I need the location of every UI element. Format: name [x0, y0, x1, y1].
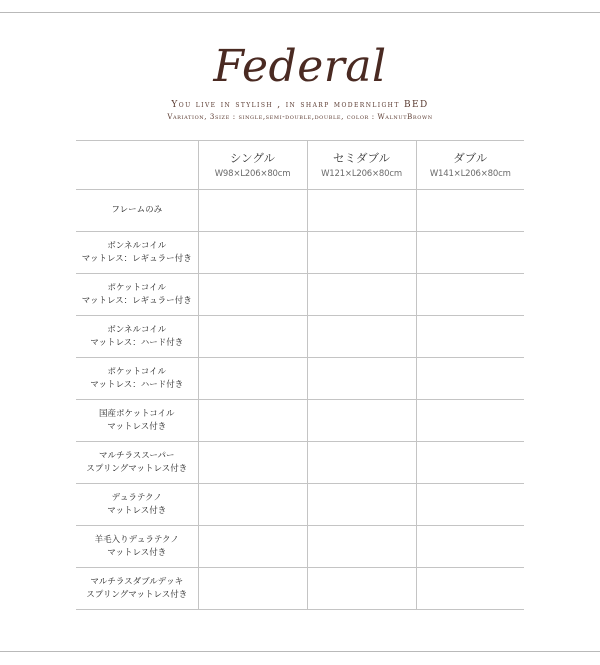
table-row	[76, 316, 524, 358]
row-label-line2: マットレス：ハード付き	[90, 337, 184, 348]
table-cell	[198, 190, 307, 232]
row-label-line1: デュラテクノ	[111, 492, 162, 503]
row-label	[76, 274, 198, 316]
table-row	[76, 232, 524, 274]
column-size-name: ダブル	[453, 150, 488, 165]
size-price-table	[76, 140, 524, 610]
row-label-line2: マットレス：レギュラー付き	[81, 295, 192, 306]
table-cell	[307, 274, 416, 316]
table-cell	[198, 316, 307, 358]
row-label-line1: ボンネルコイル	[107, 324, 167, 335]
row-label-line2: マットレス付き	[107, 547, 167, 558]
table-cell	[416, 316, 524, 358]
table-row	[76, 400, 524, 442]
top-divider	[0, 12, 600, 13]
table-cell	[307, 400, 416, 442]
table-header-row	[76, 141, 524, 190]
table-cell	[198, 568, 307, 610]
row-label-line1: マルチラスダブルデッキ	[90, 576, 184, 587]
row-label	[76, 190, 198, 232]
row-label	[76, 316, 198, 358]
row-label-line1: ポケットコイル	[107, 282, 166, 293]
row-label	[76, 232, 198, 274]
table-cell	[307, 358, 416, 400]
table-row	[76, 358, 524, 400]
table-cell	[307, 316, 416, 358]
table-cell	[198, 358, 307, 400]
row-label-line1: 国産ポケットコイル	[99, 408, 175, 419]
row-label	[76, 484, 198, 526]
table-cell	[416, 568, 524, 610]
table-cell	[198, 526, 307, 568]
table-cell	[307, 484, 416, 526]
row-label-line1: 羊毛入りデュラテクノ	[94, 534, 179, 545]
table-row	[76, 484, 524, 526]
row-label-line2: マットレス：ハード付き	[90, 379, 184, 390]
column-size-dims: W98×L206×80cm	[214, 168, 291, 179]
brand-title: Federal	[213, 41, 387, 92]
tagline: You live in stylish , in sharp modernlight BED	[171, 100, 429, 110]
row-label-line2: スプリングマットレス付き	[86, 589, 188, 600]
row-label-line1: ポケットコイル	[107, 366, 166, 377]
row-label	[76, 568, 198, 610]
column-size-name: シングル	[229, 150, 276, 165]
table-row	[76, 568, 524, 610]
table-cell	[416, 400, 524, 442]
table-cell	[198, 232, 307, 274]
table-cell	[307, 568, 416, 610]
row-label	[76, 358, 198, 400]
table-cell	[416, 274, 524, 316]
column-header-semi-double	[307, 141, 416, 190]
table-cell	[416, 190, 524, 232]
column-size-name: セミダブル	[332, 150, 391, 165]
table-cell	[198, 274, 307, 316]
table-cell	[416, 442, 524, 484]
column-size-dims: W141×L206×80cm	[429, 168, 511, 179]
table-cell	[416, 484, 524, 526]
row-label-line2: マットレス付き	[107, 505, 167, 516]
table-cell	[307, 190, 416, 232]
table-cell	[307, 442, 416, 484]
row-label-line1: マルチラススーパー	[99, 450, 175, 461]
table-row	[76, 526, 524, 568]
row-label-line2: マットレス付き	[107, 421, 167, 432]
table-cell	[416, 526, 524, 568]
row-label-line1: フレームのみ	[111, 205, 163, 215]
row-label-line1: ボンネルコイル	[107, 240, 167, 251]
table-cell	[198, 442, 307, 484]
row-label-line2: スプリングマットレス付き	[86, 463, 188, 474]
row-label-line2: マットレス：レギュラー付き	[81, 253, 192, 264]
table-cell	[198, 400, 307, 442]
column-header-double	[416, 141, 524, 190]
column-header-single	[198, 141, 307, 190]
table-cell	[307, 526, 416, 568]
row-label	[76, 400, 198, 442]
table-row	[76, 442, 524, 484]
table-cell	[198, 484, 307, 526]
bottom-divider	[0, 651, 600, 652]
table-cell	[307, 232, 416, 274]
row-label	[76, 442, 198, 484]
variation-text: Variation, 3size : single,semi-double,double, color : WalnutBrown	[167, 113, 433, 121]
table-cell	[416, 232, 524, 274]
table-row	[76, 274, 524, 316]
row-label	[76, 526, 198, 568]
table-cell	[416, 358, 524, 400]
header-corner-cell	[76, 141, 198, 190]
table-row	[76, 190, 524, 232]
column-size-dims: W121×L206×80cm	[321, 168, 402, 179]
